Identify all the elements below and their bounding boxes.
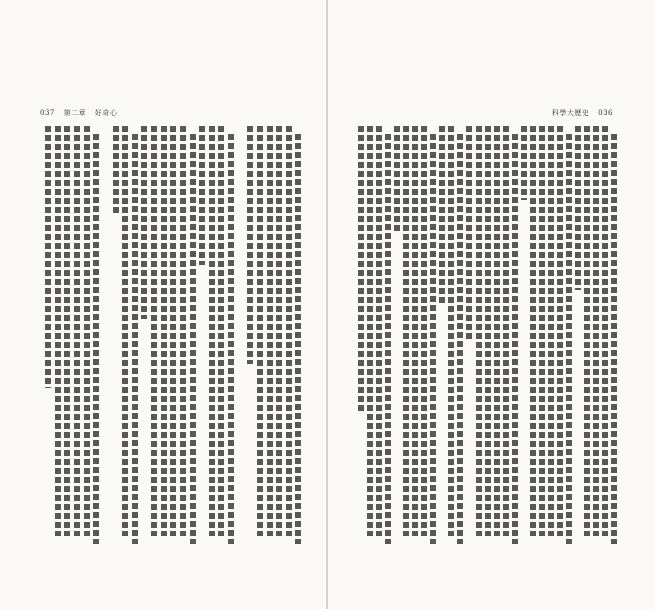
left-page [0, 0, 327, 609]
right-page-number: 036 [598, 109, 613, 117]
left-page-header [40, 108, 123, 118]
chapter-label: 第二章 [63, 109, 87, 117]
left-page-number: 037 [40, 109, 55, 117]
right-page [328, 0, 655, 609]
right-body-text [353, 126, 615, 536]
left-body-text [40, 126, 300, 536]
chapter-title: 好奇心 [94, 109, 118, 117]
right-page-header [546, 108, 613, 118]
running-head: 科學大歷史 [551, 109, 590, 117]
